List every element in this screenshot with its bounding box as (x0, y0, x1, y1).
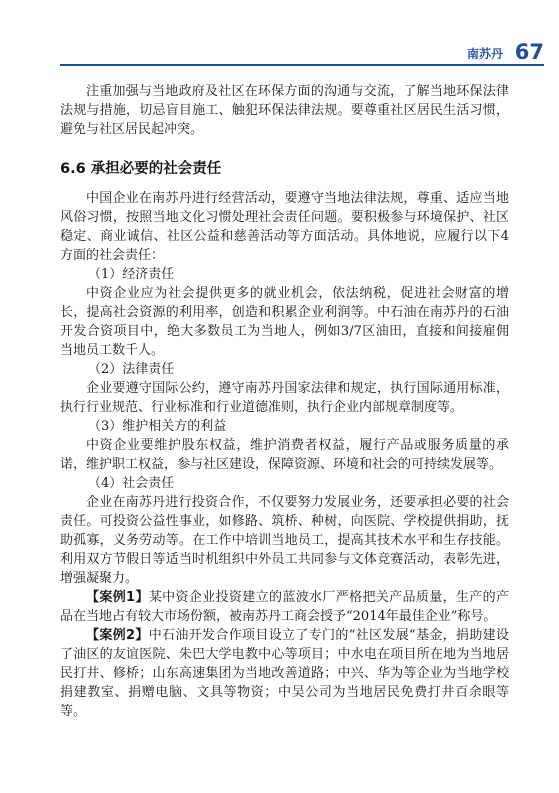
item-text-economic: 中资企业应为社会提供更多的就业机会，依法纳税，促进社会财富的增长，提高社会资源的利用率，创造和积累企业利润等。中石油在南苏丹的石油开发合资项目中，绝大多数员工为当地人，例如3/7区油田，直接和间接雇佣当地员工数千人。 (60, 286, 509, 358)
item-label-economic: （1）经济责任 (88, 267, 175, 282)
page-number: 67 (514, 40, 544, 64)
section-title: 6.6 承担必要的社会责任 (60, 161, 222, 177)
page-body (60, 82, 509, 721)
section-intro: 中国企业在南苏丹进行经营活动，要遵守当地法律法规，尊重、适应当地风俗习惯，按照当地文化习惯处理社会责任问题。要积极参与环境保护、社区稳定、商业诚信、社区公益和慈善活动等方面活动。具体地说，应履行以下4方面的社会责任： (60, 191, 509, 263)
item-label-social: （4）社会责任 (88, 476, 175, 491)
item-text-legal: 企业要遵守国际公约，遵守南苏丹国家法律和规定，执行国际通用标准，执行行业规范、行业标准和行业道德准则，执行企业内部规章制度等。 (60, 381, 509, 415)
intro-paragraph: 注重加强与当地政府及社区在环保方面的沟通与交流，了解当地环保法律法规与措施，切忌盲目施工、触犯环保法律法规。要尊重社区居民生活习惯，避免与社区居民起冲突。 (60, 84, 509, 137)
case-1-tag: 【案例1】 (86, 590, 149, 605)
case-1-text: 某中资企业投资建立的蓝波水厂严格把关产品质量，生产的产品在当地占有较大市场份额，被南苏丹工商会授予“2014年最佳企业”称号。 (60, 590, 509, 624)
item-text-social: 企业在南苏丹进行投资合作，不仅要努力发展业务，还要承担必要的社会责任。可投资公益性事业，如修路、筑桥、种树，向医院、学校提供捐助，抚助孤寡，义务劳动等。在工作中培训当地员工，提高其技术水平和生存技能。利用双方节假日等适当时机组织中外员工共同参与文体竞赛活动，表彰先进，增强凝聚力。 (60, 495, 509, 586)
case-1 (60, 588, 509, 626)
case-2-tag: 【案例2】 (86, 628, 149, 643)
item-text-stakeholders: 中资企业要维护股东权益，维护消费者权益，履行产品或服务质量的承诺，维护职工权益，参与社区建设，保障资源、环境和社会的可持续发展等。 (60, 438, 509, 472)
item-label-stakeholders: （3）维护相关方的利益 (88, 419, 227, 434)
case-2 (60, 626, 509, 721)
case-2-text: 中石油开发合作项目设立了专门的“社区发展”基金，捐助建设了油区的友谊医院、朱巴大学电教中心等项目；中水电在项目所在地为当地居民打井、修桥；山东高速集团为当地改善道路；中兴、华为等企业为当地学校捐建教室、捐赠电脑、文具等物资；中吴公司为当地居民免费打井百余眼等等。 (60, 628, 510, 719)
section-label: 南苏丹 (466, 47, 503, 61)
item-label-legal: （2）法律责任 (88, 362, 175, 377)
page-header (0, 38, 559, 70)
header-rule (60, 64, 544, 66)
